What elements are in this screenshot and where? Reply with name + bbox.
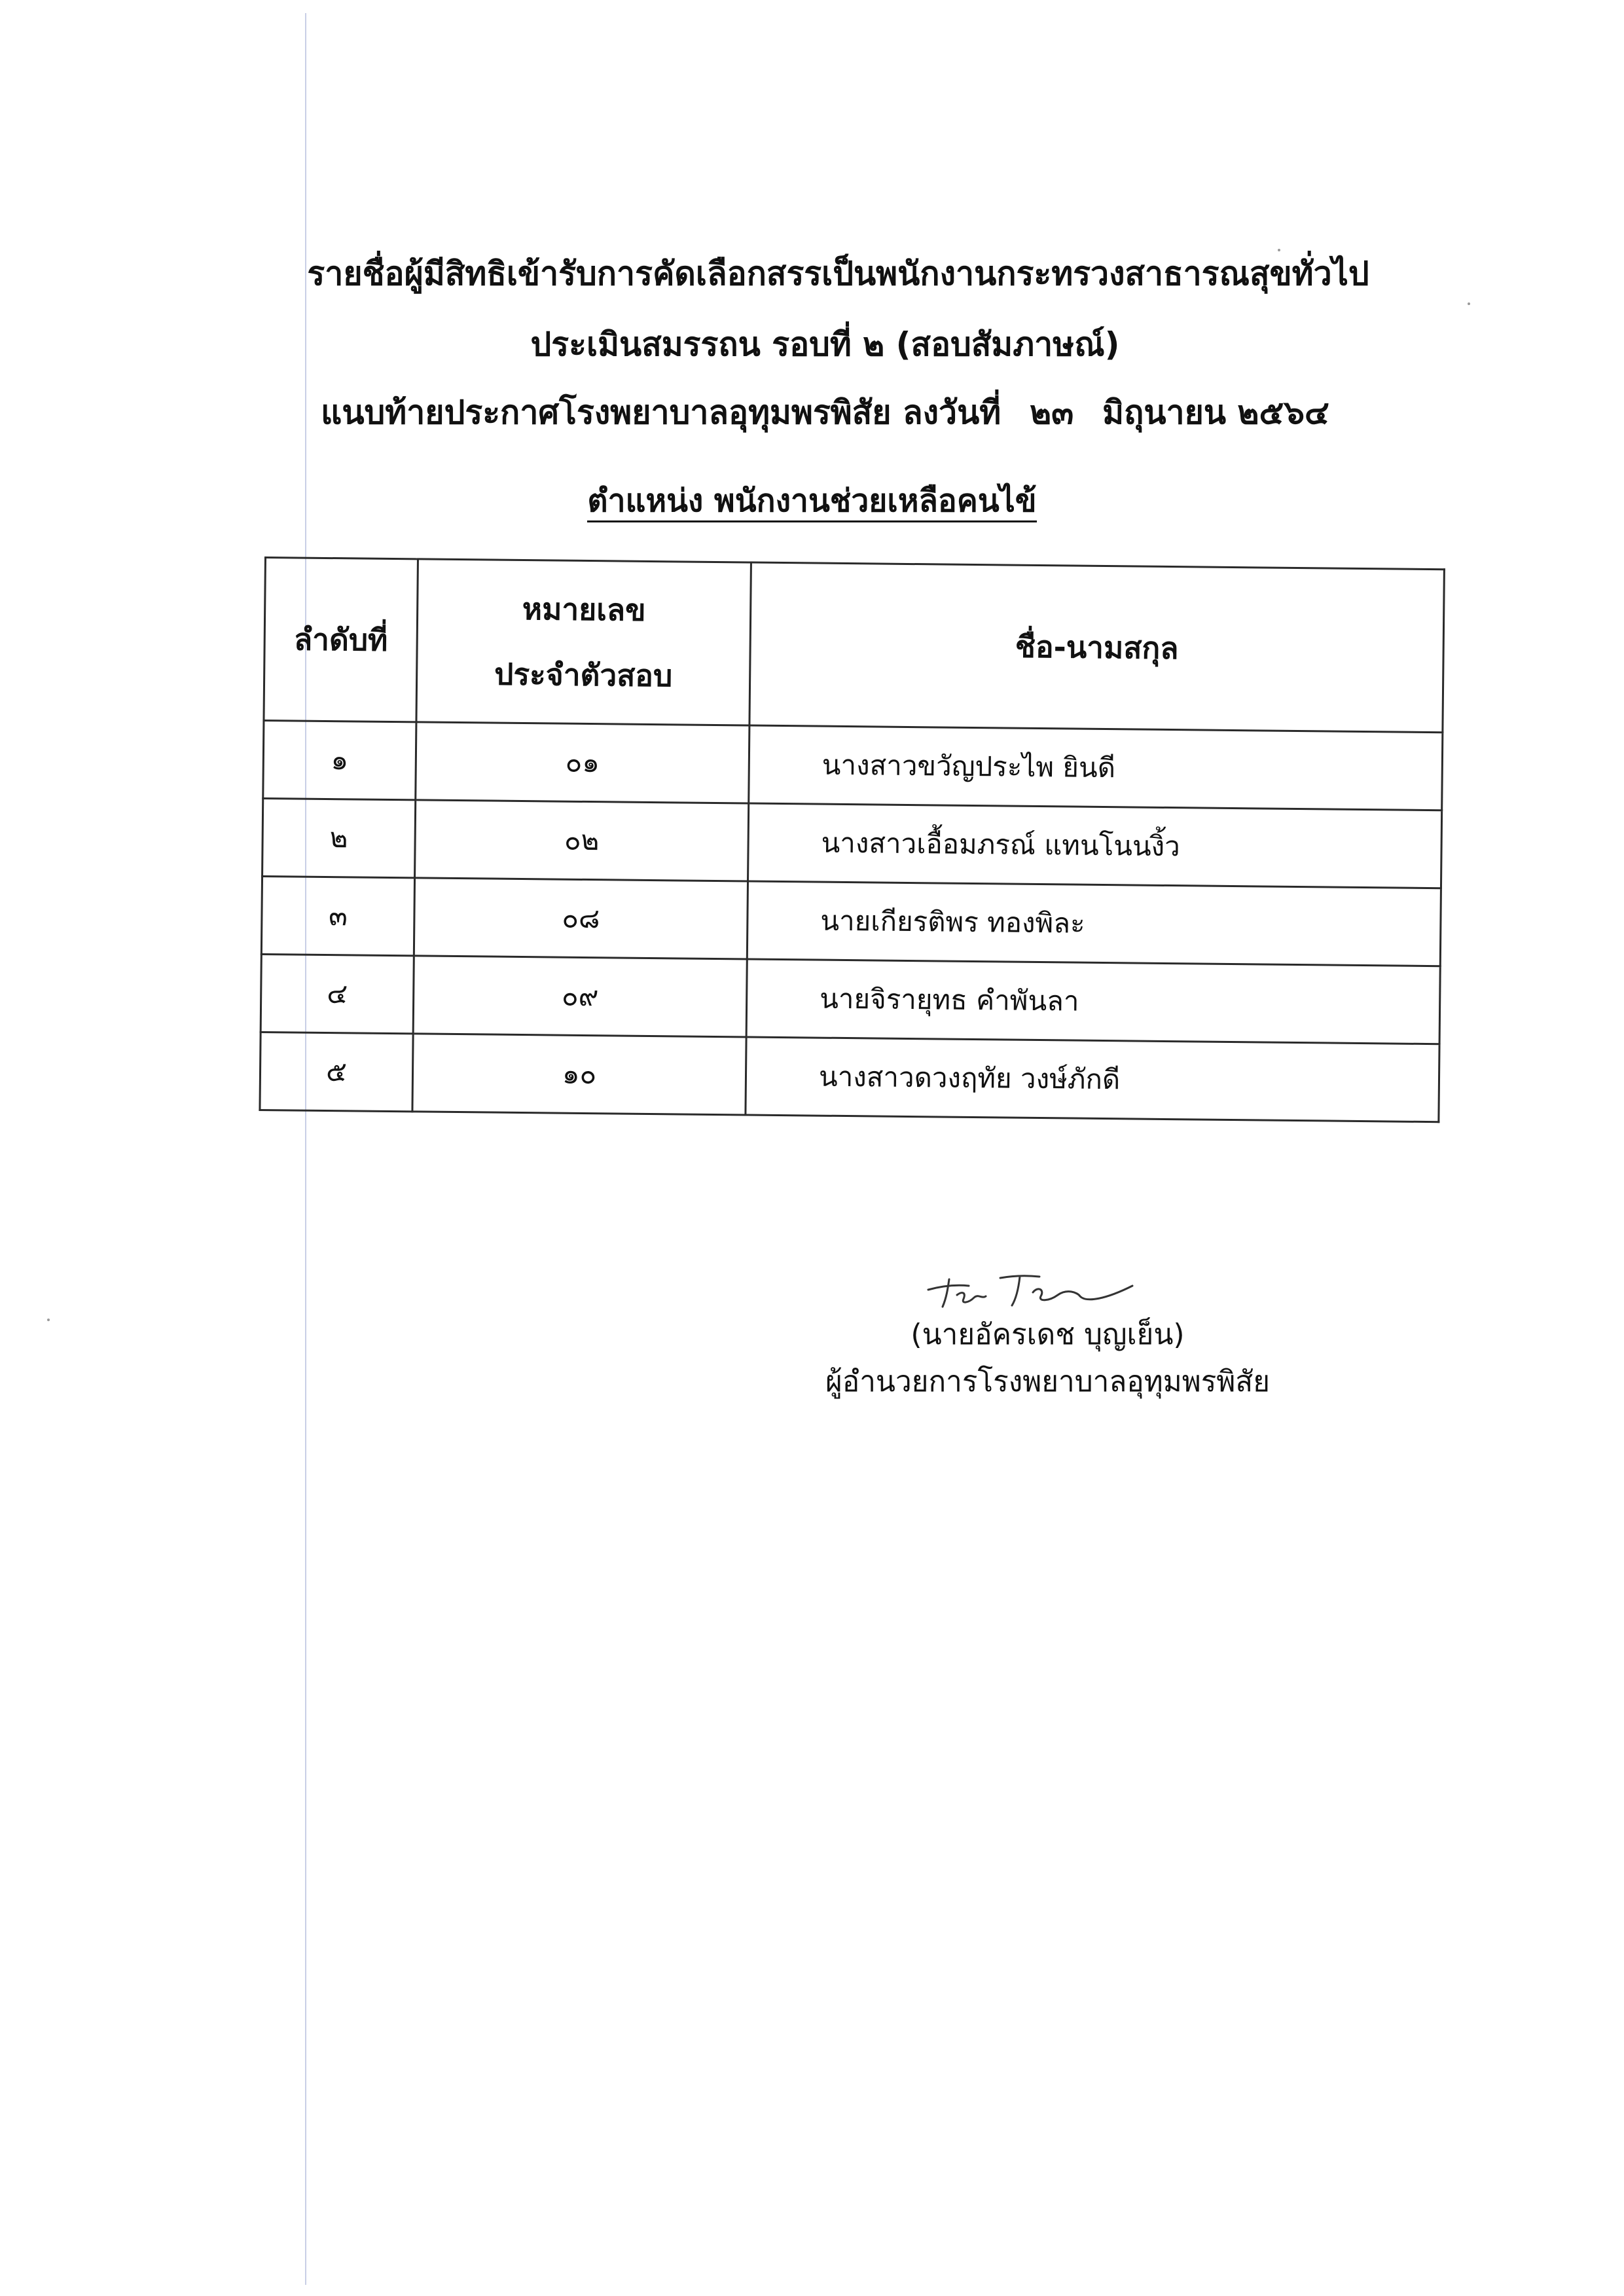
cell-name: นายจิรายุทธ คำพันลา bbox=[746, 959, 1440, 1044]
announcement-day: ๒๓ bbox=[1030, 393, 1074, 431]
announcement-date-prefix: แนบท้ายประกาศโรงพยาบาลอุทุมพรพิสัย ลงวันที่ bbox=[321, 393, 1001, 431]
scan-speck bbox=[47, 1319, 50, 1321]
header-exam-id bbox=[416, 559, 751, 725]
cell-exam-id: ๐๒ bbox=[415, 800, 749, 881]
cell-name: นางสาวดวงฤทัย วงษ์ภักดี bbox=[746, 1037, 1439, 1122]
header-exam-id-line-1: หมายเลข bbox=[522, 591, 646, 628]
signer-name: (นายอัครเดช บุญเย็น) bbox=[911, 1318, 1185, 1351]
table-header-row bbox=[264, 558, 1444, 733]
cell-exam-id: ๑๐ bbox=[412, 1034, 746, 1115]
header-order: ลำดับที่ bbox=[264, 558, 418, 722]
candidate-table bbox=[259, 556, 1445, 1123]
announcement-month-year: มิถุนายน ๒๕๖๔ bbox=[1102, 393, 1329, 431]
cell-order: ๔ bbox=[261, 954, 414, 1033]
table-row bbox=[262, 798, 1442, 888]
header-exam-id-line-2: ประจำตัวสอบ bbox=[494, 656, 673, 694]
signer-title: ผู้อำนวยการโรงพยาบาลอุทุมพรพิสัย bbox=[825, 1365, 1270, 1398]
cell-order: ๒ bbox=[262, 798, 416, 877]
table-row bbox=[260, 1032, 1439, 1121]
announcement-title-line-2: ประเมินสมรรถน รอบที่ ๒ (สอบสัมภาษณ์) bbox=[530, 325, 1120, 363]
cell-exam-id: ๐๑ bbox=[416, 722, 749, 803]
scan-speck bbox=[1278, 249, 1280, 251]
table-row bbox=[263, 721, 1443, 811]
cell-exam-id: ๐๘ bbox=[414, 878, 748, 959]
scan-speck bbox=[1468, 302, 1470, 305]
cell-name: นายเกียรติพร ทองพิละ bbox=[747, 881, 1441, 966]
cell-exam-id: ๐๙ bbox=[413, 956, 747, 1037]
table-row bbox=[261, 876, 1441, 966]
cell-order: ๑ bbox=[263, 721, 416, 800]
cell-order: ๕ bbox=[260, 1032, 413, 1111]
position-title-text: ตำแหน่ง พนักงานช่วยเหลือคนไข้ bbox=[587, 483, 1036, 522]
cell-order: ๓ bbox=[261, 876, 414, 955]
position-title bbox=[0, 482, 1624, 520]
announcement-title-line-3 bbox=[13, 393, 1624, 432]
cell-name: นางสาวเอื้อมภรณ์ แทนโนนงิ้ว bbox=[748, 803, 1442, 888]
cell-name: นางสาวขวัญประไพ ยินดี bbox=[749, 725, 1443, 811]
candidate-table-wrapper bbox=[259, 556, 1445, 1123]
announcement-title-line-1: รายชื่อผู้มีสิทธิเข้ารับการคัดเลือกสรรเป็นพนักงานกระทรวงสาธารณสุขทั่วไป bbox=[307, 255, 1369, 293]
header-name: ชื่อ-นามสกุล bbox=[749, 562, 1444, 733]
handwritten-signature bbox=[923, 1266, 1139, 1319]
table-row bbox=[261, 954, 1440, 1044]
